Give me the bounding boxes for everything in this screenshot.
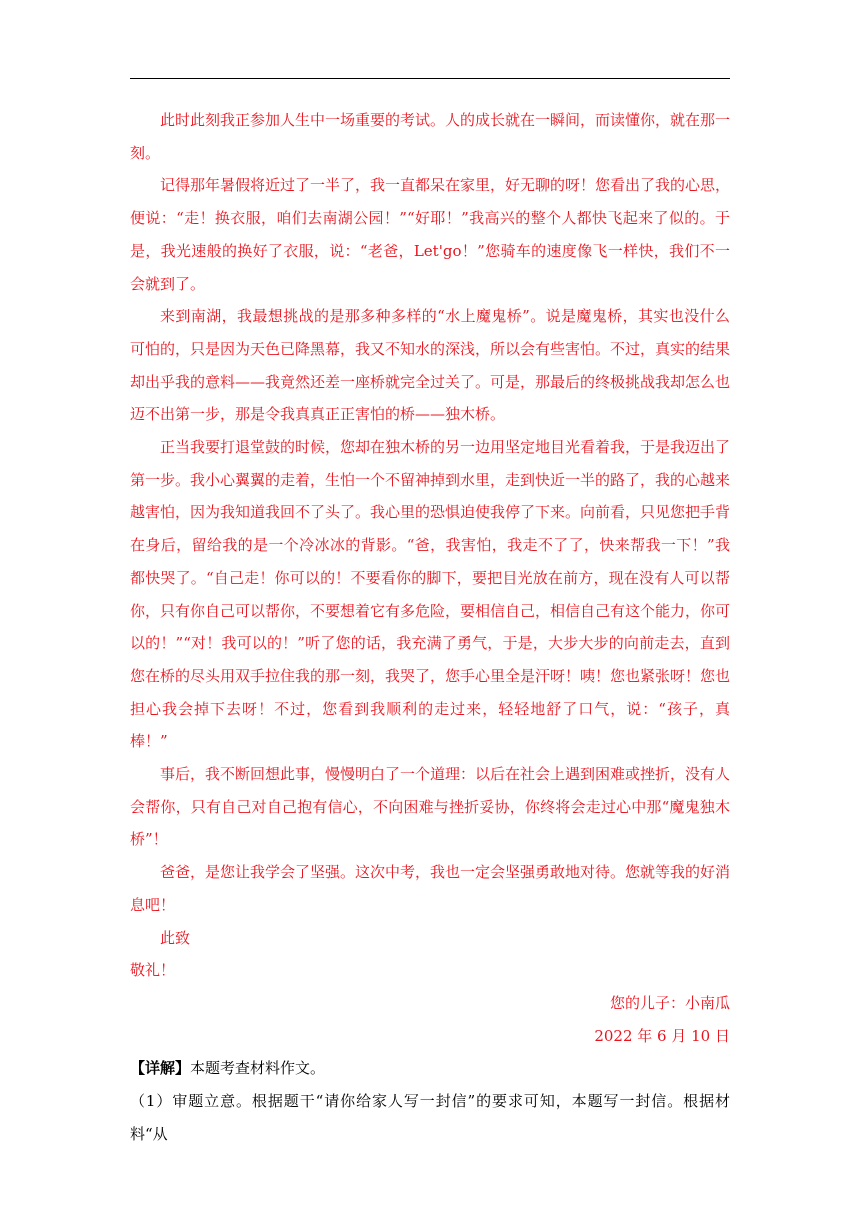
analysis-intro-text: 本题考查材料作文。 — [190, 1059, 326, 1078]
analysis-label: 【详解】 — [130, 1059, 191, 1078]
letter-closing-salutation: 此致 — [160, 928, 191, 947]
analysis-point-1: （1）审题立意。根据题干“请你给家人写一封信”的要求可知，本题写一封信。根据材料“从 — [130, 1092, 730, 1143]
essay-paragraph-1: 此时此刻我正参加人生中一场重要的考试。人的成长就在一瞬间，而读懂你，就在那一刻。 — [130, 111, 731, 162]
essay-paragraph-3: 来到南湖，我最想挑战的是那多种多样的“水上魔鬼桥”。说是魔鬼桥，其实也没什么可怕的，只是因为天色已降黑幕，我又不知水的深浅，所以会有些害怕。不过，真实的结果却出乎我的意料——我竟然还差一座桥就完全过关了。可是，那最后的终极挑战我却怎么也迈不出第一步，那是令我真真正正害怕的桥——独木桥。 — [130, 307, 731, 424]
analysis-intro — [130, 1052, 730, 1085]
letter-date: 2022 年 6 月 10 日 — [594, 1026, 730, 1045]
essay-paragraph-4: 正当我要打退堂鼓的时候，您却在独木桥的另一边用坚定地目光看着我，于是我迈出了第一步。我小心翼翼的走着，生怕一个不留神掉到水里，走到快近一半的路了，我的心越来越害怕，因为我知道我回不了头了。我心里的恐惧迫使我停了下来。向前看，只见您把手背在身后，留给我的是一个冷冰冰的背影。“爸，我害怕，我走不了了，快来帮我一下！”我都快哭了。“自己走！你可以的！不要看你的脚下，要把目光放在前方，现在没有人可以帮你，只有你自己可以帮你，不要想着它有多危险，要相信自己，相信自己有这个能力，你可以的！”“对！我可以的！”听了您的话，我充满了勇气，于是，大步大步的向前走去，直到您在桥的尽头用双手拉住我的那一刻，我哭了，您手心里全是汗呀！咦！您也紧张呀！您也担心我会掉下去呀！不过，您看到我顺利的走过来，轻轻地舒了口气，说：“孩子，真棒！” — [130, 438, 731, 751]
header-rule — [130, 78, 730, 79]
essay-paragraph-6: 爸爸，是您让我学会了坚强。这次中考，我也一定会坚强勇敢地对待。您就等我的好消息吧！ — [130, 863, 731, 914]
letter-closing-regards: 敬礼！ — [130, 961, 176, 980]
essay-paragraph-2: 记得那年暑假将近过了一半了，我一直都呆在家里，好无聊的呀！您看出了我的心思，便说：“走！换衣服，咱们去南湖公园！”“好耶！”我高兴的整个人都快飞起来了似的。于是，我光速般的换好了衣服，说：“老爸，Let'go！”您骑车的速度像飞一样快，我们不一会就到了。 — [130, 176, 731, 293]
document-body — [130, 104, 730, 1151]
essay-paragraph-5: 事后，我不断回想此事，慢慢明白了一个道理：以后在社会上遇到困难或挫折，没有人会帮你，只有自己对自己抱有信心，不向困难与挫折妥协，你终将会走过心中那“魔鬼独木桥”！ — [130, 765, 731, 849]
letter-signature: 您的儿子：小南瓜 — [609, 993, 730, 1012]
